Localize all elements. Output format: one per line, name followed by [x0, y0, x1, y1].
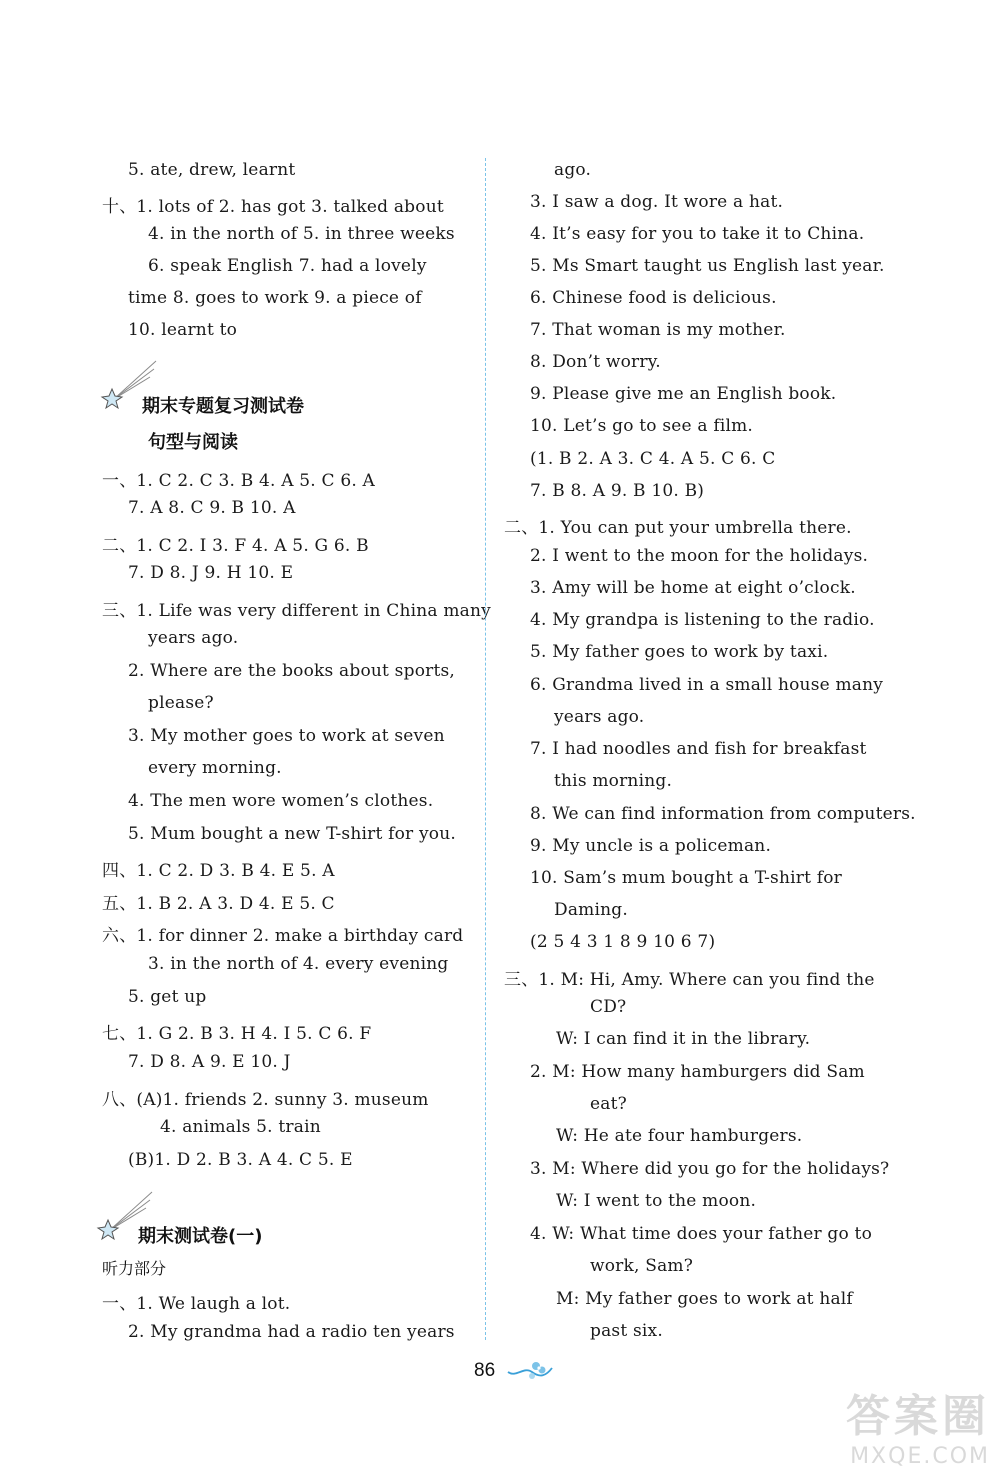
watermark-text: 答案圈 [846, 1391, 990, 1442]
answer-line: time 8. goes to work 9. a piece of [128, 288, 422, 308]
answer-line: (2 5 4 3 1 8 9 10 6 7) [530, 932, 716, 952]
answer-line: 二、1. C 2. I 3. F 4. A 5. G 6. B [102, 536, 369, 556]
answer-line: W: I can find it in the library. [556, 1029, 811, 1049]
section-subtitle: 句型与阅读 [148, 432, 238, 453]
answer-line: 2. I went to the moon for the holidays. [530, 546, 869, 566]
answer-line: 5. Ms Smart taught us English last year. [530, 256, 885, 276]
answer-line: (B)1. D 2. B 3. A 4. C 5. E [128, 1150, 353, 1170]
answer-line: 七、1. G 2. B 3. H 4. I 5. C 6. F [102, 1024, 372, 1044]
answer-line: 10. Let’s go to see a film. [530, 416, 754, 436]
answer-line: 8. Don’t worry. [530, 352, 661, 372]
answer-line: 3. Amy will be home at eight o’clock. [530, 578, 856, 598]
answer-line: 三、1. M: Hi, Amy. Where can you find the [504, 970, 875, 990]
answer-line: 7. I had noodles and fish for breakfast [530, 739, 867, 759]
answer-line: please? [148, 693, 214, 713]
answer-line: W: I went to the moon. [556, 1191, 757, 1211]
answer-line: 6. speak English 7. had a lovely [148, 256, 427, 276]
page-number: 86 [474, 1360, 496, 1381]
watermark-url: MXQE.COM [850, 1444, 990, 1469]
answer-line: 5. ate, drew, learnt [128, 160, 296, 180]
answer-line: eat? [590, 1094, 627, 1114]
answer-line: 四、1. C 2. D 3. B 4. E 5. A [102, 861, 335, 881]
watermark [846, 1380, 990, 1469]
answer-line: 三、1. Life was very different in China many [102, 601, 491, 621]
answer-line: CD? [590, 997, 627, 1017]
answer-line: 一、1. C 2. C 3. B 4. A 5. C 6. A [102, 471, 376, 491]
answer-line: ago. [554, 160, 592, 180]
column-divider [485, 158, 486, 1340]
answer-line: every morning. [148, 758, 282, 778]
answer-line: 2. My grandma had a radio ten years [128, 1322, 455, 1342]
answer-line: 5. Mum bought a new T-shirt for you. [128, 824, 456, 844]
answer-line: M: My father goes to work at half [556, 1289, 853, 1309]
answer-line: 2. M: How many hamburgers did Sam [530, 1062, 865, 1082]
flower-vine-icon [506, 1358, 554, 1384]
answer-line: 十、1. lots of 2. has got 3. talked about [102, 197, 444, 217]
answer-line: 4. animals 5. train [160, 1117, 321, 1137]
answer-line: years ago. [148, 628, 239, 648]
answer-line: 5. get up [128, 987, 207, 1007]
answer-line: 八、(A)1. friends 2. sunny 3. museum [102, 1090, 429, 1110]
answer-line: 4. The men wore women’s clothes. [128, 791, 434, 811]
answer-line: 4. in the north of 5. in three weeks [148, 224, 455, 244]
answer-line: 9. Please give me an English book. [530, 384, 837, 404]
answer-line: 6. Grandma lived in a small house many [530, 675, 884, 695]
answer-line: 3. I saw a dog. It wore a hat. [530, 192, 784, 212]
answer-line: 7. D 8. J 9. H 10. E [128, 563, 294, 583]
section-title: 期末专题复习测试卷 [142, 396, 304, 417]
answer-line: 10. Sam’s mum bought a T-shirt for [530, 868, 842, 888]
answer-line: 8. We can find information from computers. [530, 804, 916, 824]
answer-line: 9. My uncle is a policeman. [530, 836, 772, 856]
answer-line: (1. B 2. A 3. C 4. A 5. C 6. C [530, 449, 776, 469]
answer-line: 4. My grandpa is listening to the radio. [530, 610, 875, 630]
answer-line: 7. That woman is my mother. [530, 320, 786, 340]
answer-line: past six. [590, 1321, 663, 1341]
answer-line: 二、1. You can put your umbrella there. [504, 518, 852, 538]
answer-line: 3. in the north of 4. every evening [148, 954, 449, 974]
answer-line: work, Sam? [590, 1256, 694, 1276]
answer-line: Daming. [554, 900, 628, 920]
answer-line: this morning. [554, 771, 673, 791]
answer-line: 7. A 8. C 9. B 10. A [128, 498, 296, 518]
listening-heading: 听力部分 [102, 1259, 167, 1278]
section-title: 期末测试卷(一) [138, 1226, 263, 1247]
answer-line: 5. My father goes to work by taxi. [530, 642, 829, 662]
answer-line: 3. M: Where did you go for the holidays? [530, 1159, 890, 1179]
answer-line: years ago. [554, 707, 645, 727]
answer-line: 2. Where are the books about sports, [128, 661, 456, 681]
answer-line: 3. My mother goes to work at seven [128, 726, 445, 746]
answer-line: 7. B 8. A 9. B 10. B) [530, 481, 705, 501]
answer-line: W: He ate four hamburgers. [556, 1126, 803, 1146]
answer-line: 10. learnt to [128, 320, 238, 340]
answer-line: 六、1. for dinner 2. make a birthday card [102, 926, 464, 946]
answer-line: 4. It’s easy for you to take it to China. [530, 224, 865, 244]
answer-line: 6. Chinese food is delicious. [530, 288, 777, 308]
answer-line: 7. D 8. A 9. E 10. J [128, 1052, 291, 1072]
answer-line: 4. W: What time does your father go to [530, 1224, 873, 1244]
answer-line: 一、1. We laugh a lot. [102, 1294, 291, 1314]
answer-line: 五、1. B 2. A 3. D 4. E 5. C [102, 894, 335, 914]
